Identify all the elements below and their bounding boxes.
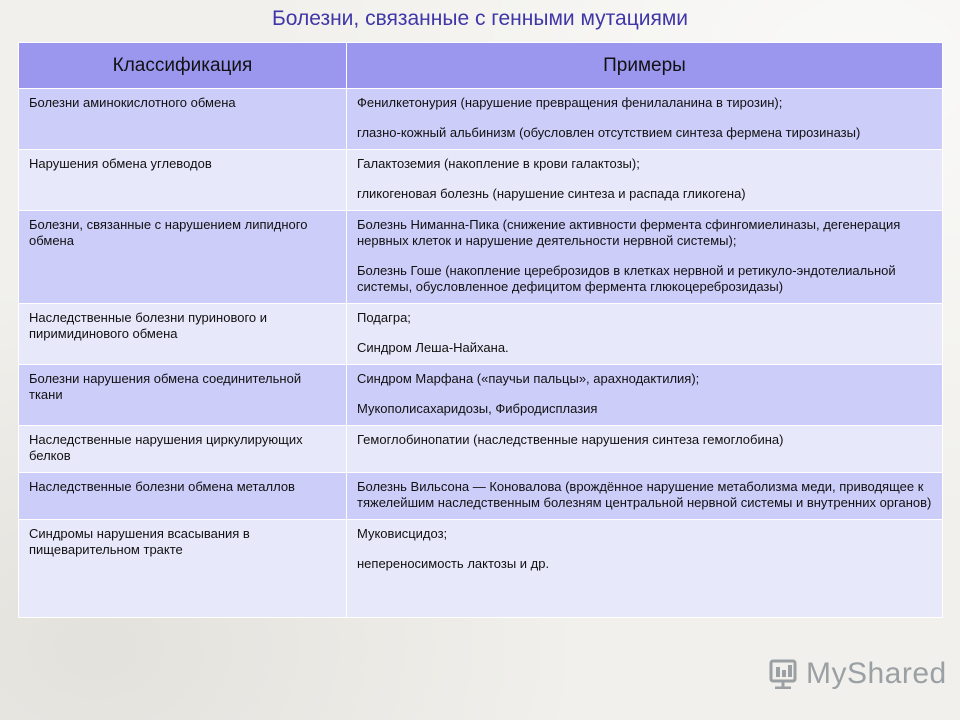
watermark-text: MyShared (806, 657, 947, 690)
examples-cell (347, 211, 943, 304)
mutation-diseases-table (18, 42, 943, 618)
examples-cell (347, 426, 943, 473)
table-row (19, 426, 943, 473)
watermark-logo (766, 657, 947, 691)
example-item: Галактоземия (накопление в крови галактозы); (357, 156, 640, 171)
page-title: Болезни, связанные с генными мутациями (271, 7, 689, 30)
example-item: Фенилкетонурия (нарушение превращения фенилаланина в тирозин); (357, 95, 783, 110)
classification-cell: Синдромы нарушения всасывания в пищеварительном тракте (19, 520, 347, 618)
table-header-row (19, 43, 943, 89)
example-item: Синдром Леша-Найхана. (357, 340, 509, 355)
example-item: непереносимость лактозы и др. (357, 556, 550, 571)
classification-cell: Болезни нарушения обмена соединительной ткани (19, 365, 347, 426)
examples-cell (347, 473, 943, 520)
table-row (19, 150, 943, 211)
example-item: Болезнь Вильсона — Коновалова (врождённое нарушение метаболизма меди, приводящее к тяжелейшим наследственным болезням центральной нервной системы и внутренних органов) (357, 479, 932, 510)
classification-cell: Наследственные болезни пуринового и пиримидинового обмена (19, 304, 347, 365)
example-item: глазно-кожный альбинизм (обусловлен отсутствием синтеза фермена тирозиназы) (357, 125, 861, 140)
example-item: Подагра; (357, 310, 411, 325)
table-row (19, 473, 943, 520)
example-item: гликогеновая болезнь (нарушение синтеза и распада гликогена) (357, 186, 746, 201)
examples-cell (347, 89, 943, 150)
classification-cell: Наследственные болезни обмена металлов (19, 473, 347, 520)
table-row (19, 89, 943, 150)
table-row (19, 211, 943, 304)
header-examples: Примеры (347, 43, 943, 89)
presentation-board-icon (766, 659, 800, 689)
example-item: Болезнь Гоше (накопление цереброзидов в клетках нервной и ретикуло-эндотелиальной системы, обусловленное дефицитом фермента глюкоцереброзидазы) (357, 263, 896, 294)
classification-cell: Болезни аминокислотного обмена (19, 89, 347, 150)
header-classification: Классификация (19, 43, 347, 89)
classification-cell: Нарушения обмена углеводов (19, 150, 347, 211)
classification-cell: Болезни, связанные с нарушением липидного обмена (19, 211, 347, 304)
examples-cell (347, 304, 943, 365)
example-item: Гемоглобинопатии (наследственные нарушения синтеза гемоглобина) (357, 432, 784, 447)
table-row (19, 520, 943, 618)
example-item: Мукополисахаридозы, Фибродисплазия (357, 401, 598, 416)
example-item: Синдром Марфана («паучьи пальцы», арахнодактилия); (357, 371, 700, 386)
examples-cell (347, 150, 943, 211)
example-item: Болезнь Ниманна-Пика (снижение активности фермента сфингомиелиназы, дегенерация нервных клеток и нарушение деятельности нервной системы); (357, 217, 901, 248)
table-row (19, 304, 943, 365)
examples-cell (347, 365, 943, 426)
table-row (19, 365, 943, 426)
classification-cell: Наследственные нарушения циркулирующих белков (19, 426, 347, 473)
examples-cell (347, 520, 943, 618)
example-item: Муковисцидоз; (357, 526, 448, 541)
